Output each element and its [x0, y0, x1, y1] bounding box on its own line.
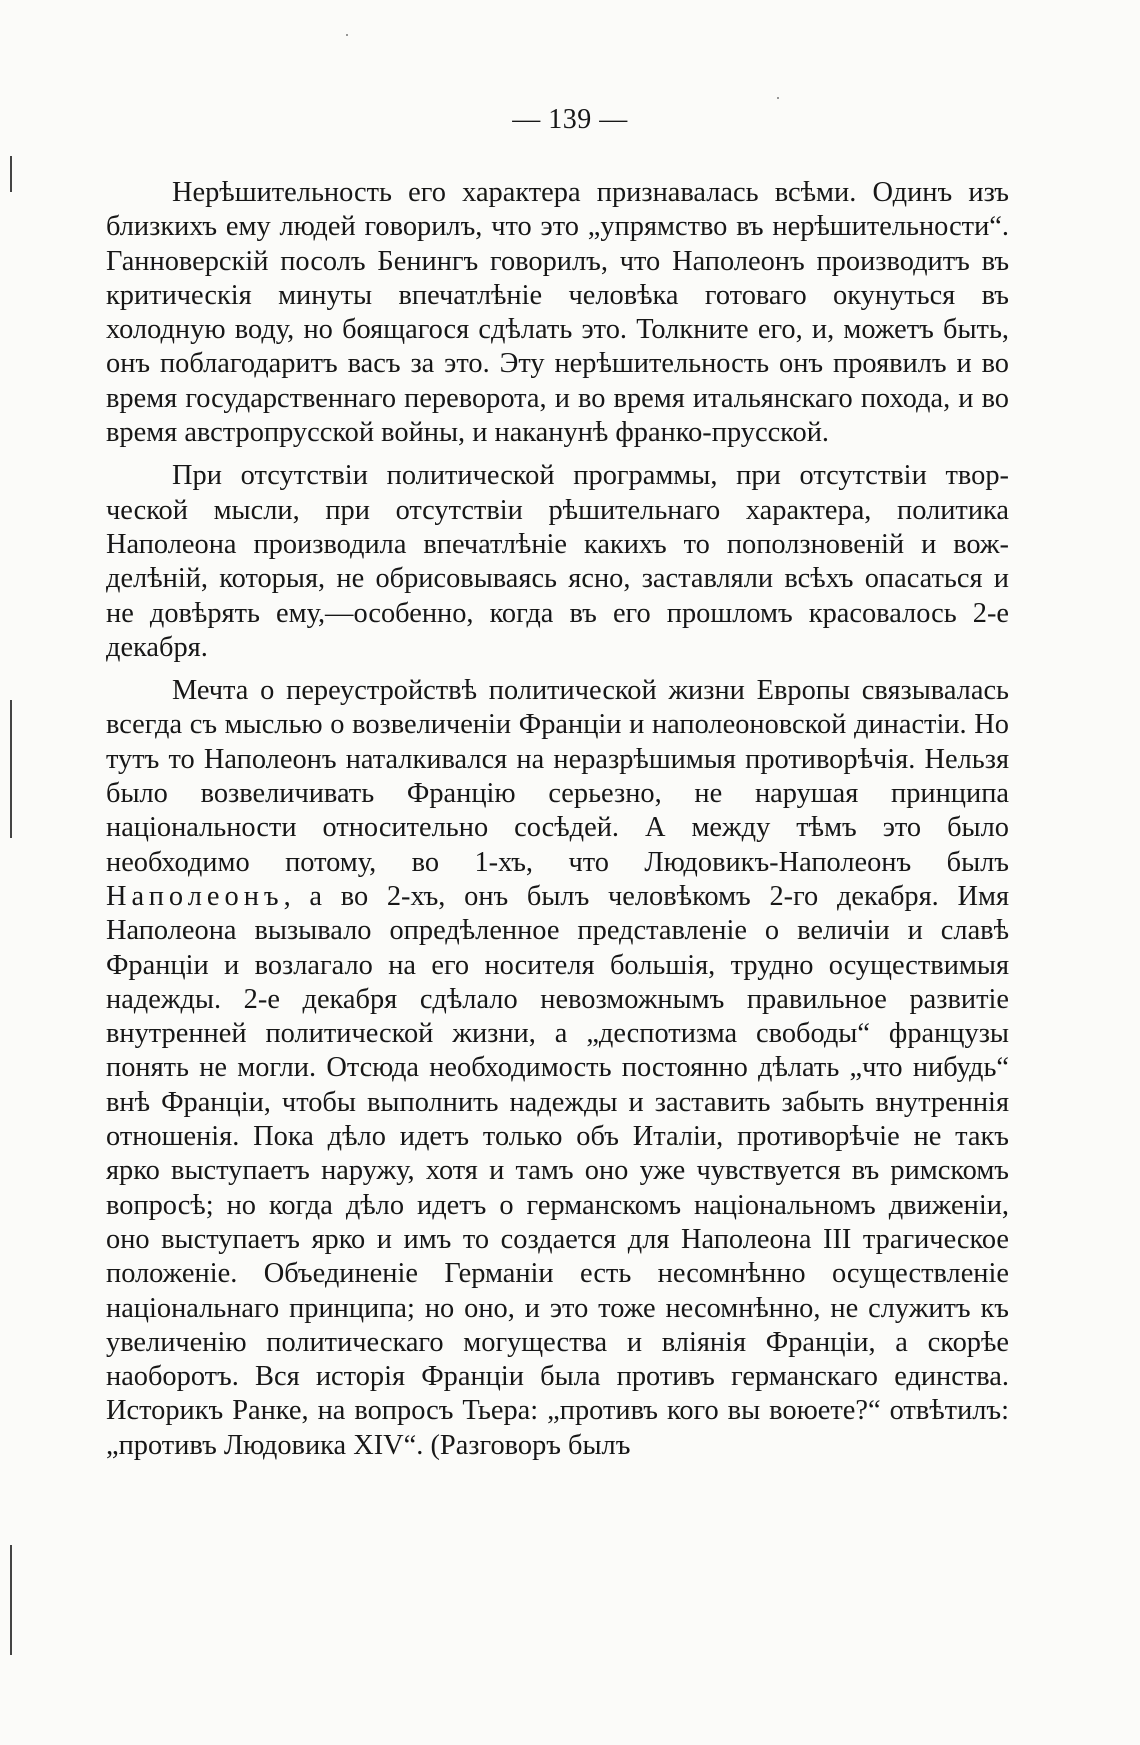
- page-body: [106, 176, 1009, 1463]
- scan-speck: [777, 97, 779, 99]
- scan-margin-line: [10, 156, 12, 192]
- paragraph-1: Нерѣшительность его характера признавалась всѣми. Одинъ изъ близкихъ ему людей говорилъ, что это „упрямство въ нерѣшительности“. Ганноверскій посолъ Бенингъ говорилъ, что Наполеонъ производитъ въ критическія минуты впечатлѣніе человѣка готоваго окунуться въ холодную воду, но боящагося сдѣлать это. Толкните его, и, можетъ быть, онъ поблагодаритъ васъ за это. Эту нерѣшительность онъ проявилъ и во время государственнаго переворота, и во время итальянскаго похода, и во время австропрусской войны, и наканунѣ франко-прусской.: [106, 177, 1009, 449]
- paragraph-3-text-end: , а во 2-хъ, онъ былъ человѣкомъ 2-го декабря. Имя Наполеона вызывало опредѣленное представленіе о величіи и славѣ Франціи и возлагало на его носителя большія, трудно осуществимыя надежды. 2-е декабря сдѣлало невозможнымъ правильное развитіе внутренней политической жизни, а „деспотизма свободы“ французы понять не могли. Отсюда необходимость постоянно дѣлать „что нибудь“ внѣ Франціи, чтобы выполнить надежды и заставить забыть внутреннія отношенія. Пока дѣло идетъ только объ Италіи, противорѣчіе не такъ ярко выступаетъ наружу, хотя и тамъ оно уже чувствуется въ римскомъ вопросѣ; но когда дѣло идетъ о германскомъ національномъ движеніи, оно выступаетъ ярко и имъ то создается для Наполеона III трагическое положеніе. Объединеніе Германіи есть несомнѣнно осуществленіе національнаго принципа; но оно, и это тоже несомнѣнно, не служитъ къ увеличенію политическаго могущества и вліянія Франціи, а скорѣе наоборотъ. Вся исторія Франціи была противъ германскаго единства. Историкъ Ранке, на вопросъ Тьера: „противъ кого вы воюете?“ отвѣтилъ: „противъ Людовика XIV“. (Разговоръ былъ: [106, 880, 1009, 1461]
- page-number: — 139 —: [512, 104, 628, 135]
- spaced-emphasis: Наполеонъ: [106, 880, 284, 912]
- scan-speck: [346, 34, 348, 36]
- paragraph-3: [106, 674, 1009, 1463]
- scan-margin-line: [10, 1545, 12, 1655]
- scan-margin-line: [10, 700, 12, 838]
- paragraph-3-text-start: Мечта о переустройствѣ политической жизни Европы связывалась всегда съ мыслью о возвеличеніи Франціи и наполеоновской династіи. Но тутъ то Наполеонъ наталкивался на неразрѣшимыя противорѣчія. Нельзя было возвеличивать Францію серьезно, не нарушая принципа національности относительно сосѣдей. А между тѣмъ это было необходимо потому, во 1-хъ, что Людовикъ-Наполеонъ былъ: [106, 675, 1009, 878]
- paragraph-2: При отсутствіи политической программы, при отсутствіи творческой мысли, при отсутствіи рѣшительнаго характера, политика Наполеона производила впечатлѣніе какихъ то поползновеній и вожделѣній, которыя, не обрисовываясь ясно, заставляли всѣхъ опасаться и не довѣрять ему,—особенно, когда въ его прошломъ красовалось 2-е декабря.: [106, 460, 1009, 663]
